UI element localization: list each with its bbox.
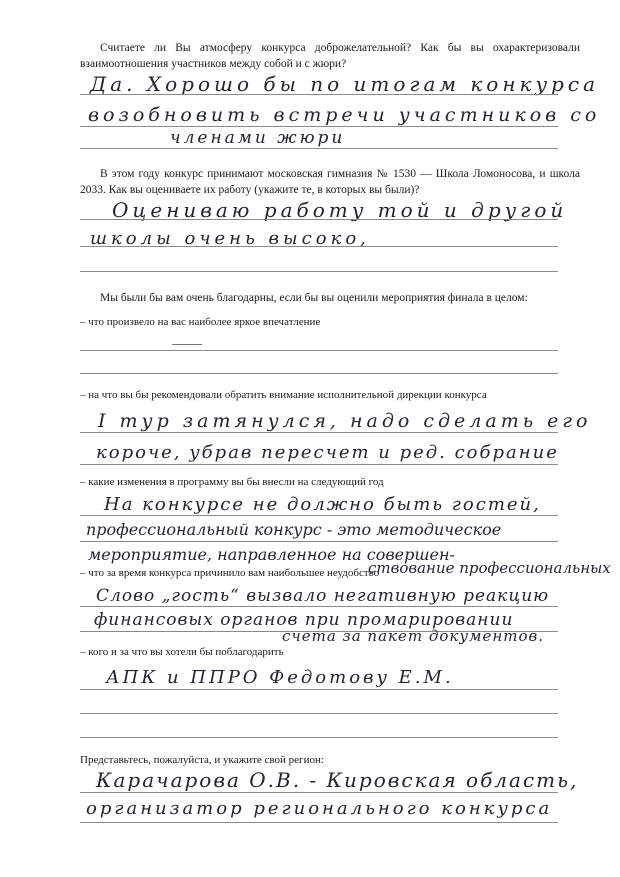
handwritten-answer-line: мероприятие, направленное на совершен-: [88, 545, 455, 564]
answer-rule: [80, 432, 558, 433]
question-host-schools: В этом году конкурс принимают московская гимназия № 1530 — Школа Ломоносова, и школа 2033. Как вы оцениваете их работу (укажите те, в которых вы были)?: [80, 168, 580, 196]
inconvenience-label: – что за время конкурса причинило вам наибольшее неудобство: [80, 567, 380, 579]
answer-rule: [80, 271, 558, 272]
impression-label: – что произвело на вас наиболее яркое впечатление: [80, 316, 321, 328]
answer-rule: [80, 350, 558, 351]
handwritten-answer-line: финансовых органов при промарировании: [94, 610, 514, 630]
handwritten-answer-line: короче, убрав пересчет и ред. собрание: [96, 442, 559, 463]
answer-rule: [80, 126, 558, 127]
handwritten-answer-line: I тур затянулся, надо сделать его: [98, 410, 592, 432]
answer-rule: [80, 606, 558, 607]
answer-rule: [80, 219, 558, 220]
handwritten-answer-line: Да. Хорошо бы по итогам конкурса: [90, 72, 599, 96]
handwritten-answer-line: счета за пакет документов.: [282, 627, 545, 645]
handwritten-answer-line: организатор регионального конкурса: [86, 798, 553, 819]
handwritten-answer-line: членами жюри: [170, 128, 346, 148]
answer-rule: [80, 246, 558, 247]
handwritten-answer-line: Оцениваю работу той и другой: [112, 198, 568, 222]
answer-rule: [80, 515, 558, 516]
handwritten-answer-line: На конкурсе не должно быть гостей,: [104, 494, 541, 515]
answer-rule: [80, 541, 558, 542]
handwritten-answer-line: АПК и ППРО Федотову Е.М.: [106, 667, 454, 688]
answer-rule: [80, 464, 558, 465]
answer-rule: [80, 94, 558, 95]
final-evaluation-intro: Мы были бы вам очень благодарны, если бы вы оценили мероприятия финала в целом:: [100, 292, 528, 304]
answer-rule: [80, 689, 558, 690]
handwritten-answer-line: Карачарова О.В. - Кировская область,: [96, 768, 579, 792]
handwritten-answer-line: профессиональный конкурс - это методическое: [86, 520, 502, 539]
region-prompt: Представьтесь, пожалуйста, и укажите свой регион:: [80, 754, 324, 766]
answer-rule: [80, 148, 558, 149]
handwritten-answer-line: ствование профессиональных: [368, 559, 611, 577]
answer-rule: [80, 792, 558, 793]
handwritten-answer-line: школы очень высоко,: [90, 228, 370, 249]
pen-mark: [172, 344, 202, 345]
answer-rule: [80, 737, 558, 738]
answer-rule: [80, 713, 558, 714]
answer-rule: [80, 822, 558, 823]
answer-rule: [80, 373, 558, 374]
question-atmosphere: Считаете ли Вы атмосферу конкурса доброжелательной? Как бы вы охарактеризовали взаимоотношения участников между собой и с жюри?: [80, 42, 580, 70]
handwritten-answer-line: Слово „гость“ вызвало негативную реакцию: [96, 586, 550, 606]
handwritten-answer-line: возобновить встречи участников со: [88, 104, 601, 126]
recommendation-label: – на что вы бы рекомендовали обратить внимание исполнительной дирекции конкурса: [80, 389, 487, 401]
changes-label: – какие изменения в программу вы бы внесли на следующий год: [80, 476, 384, 488]
thanks-label: – кого и за что вы хотели бы поблагодарить: [80, 646, 284, 658]
